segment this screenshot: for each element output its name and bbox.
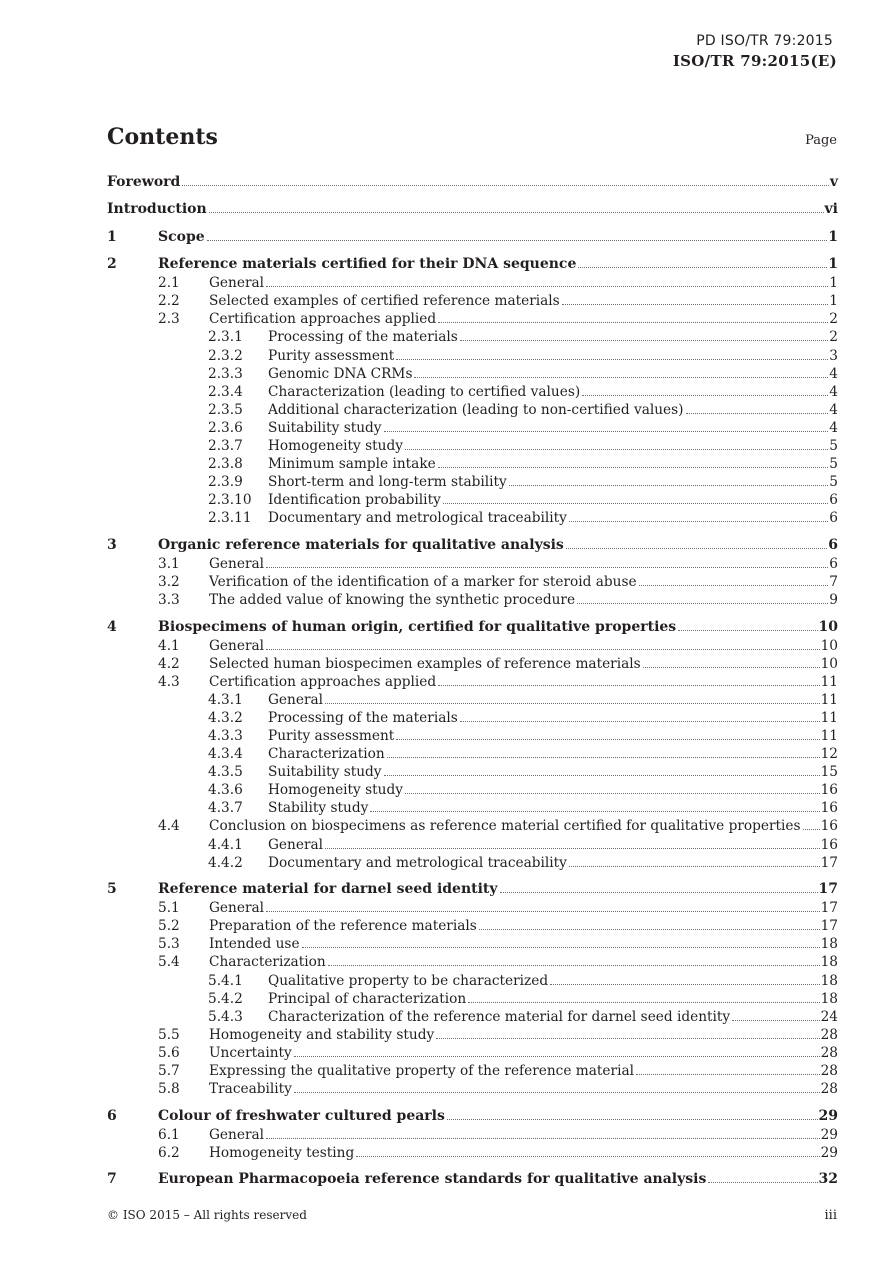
toc-entry-title: Foreword — [107, 174, 181, 190]
dot-leader — [686, 412, 829, 414]
toc-entry-page: 11 — [820, 691, 838, 708]
toc-entry[interactable] — [107, 692, 838, 710]
toc-entry[interactable] — [107, 674, 838, 692]
toc-entry[interactable] — [107, 619, 838, 638]
toc-entry-page: 28 — [820, 1044, 838, 1061]
toc-entry-number: 4.4.1 — [208, 836, 243, 853]
toc-entry[interactable] — [107, 574, 838, 592]
toc-entry-number: 2.3.3 — [208, 365, 243, 382]
toc-entry-title: Characterization (leading to certified values) — [268, 383, 581, 400]
toc-entry-title: Preparation of the reference materials — [209, 918, 477, 935]
toc-entry-page: 15 — [820, 764, 838, 781]
toc-entry-page: vi — [824, 201, 838, 218]
toc-entry-title: Conclusion on biospecimens as reference material certified for qualitative properties — [209, 818, 801, 835]
toc-entry-title: General — [268, 691, 324, 708]
toc-entry-title: Identification probability — [268, 492, 441, 509]
toc-entry-number: 3 — [107, 536, 117, 553]
toc-entry[interactable] — [107, 782, 838, 800]
toc-entry-title: Homogeneity study — [268, 782, 403, 799]
toc-entry[interactable] — [107, 420, 838, 438]
toc-entry[interactable] — [107, 900, 838, 918]
toc-entry-title: Processing of the materials — [268, 329, 458, 346]
toc-entry-title: Processing of the materials — [268, 709, 458, 726]
toc-entry-title: General — [209, 1126, 265, 1143]
dot-leader — [396, 358, 828, 360]
toc-entry-number: 5.5 — [158, 1026, 180, 1043]
dot-leader — [266, 566, 828, 568]
toc-entry-page: 28 — [820, 1081, 838, 1098]
toc-entry-page: 16 — [820, 818, 838, 835]
toc-entry-title: Principal of characterization — [268, 990, 467, 1007]
toc-entry-number: 4.3 — [158, 673, 180, 690]
dot-leader — [438, 684, 819, 686]
toc-entry[interactable] — [107, 492, 838, 510]
toc-entry-number: 2 — [107, 256, 117, 273]
toc-entry-number: 3.3 — [158, 592, 180, 609]
toc-entry[interactable] — [107, 293, 838, 311]
toc-entry-title: Additional characterization (leading to non-certified values) — [268, 401, 684, 418]
toc-entry[interactable] — [107, 1108, 838, 1127]
dot-leader — [460, 339, 829, 341]
toc-entry[interactable] — [107, 1127, 838, 1145]
dot-leader — [636, 1073, 820, 1075]
toc-entry-title: Purity assessment — [268, 728, 395, 745]
dot-leader — [294, 1091, 820, 1093]
dot-leader — [468, 1001, 819, 1003]
toc-entry-page: 3 — [829, 347, 838, 364]
toc-entry-title: General — [209, 555, 265, 572]
page-column-label: Page — [805, 133, 837, 148]
toc-entry-number: 2.3.9 — [208, 474, 243, 491]
toc-entry-title: Short-term and long-term stability — [268, 474, 507, 491]
toc-entry-number: 5.3 — [158, 936, 180, 953]
toc-entry-page: 5 — [829, 474, 838, 491]
toc-entry-page: 9 — [829, 592, 838, 609]
toc-entry-number: 4.2 — [158, 655, 180, 672]
toc-entry[interactable] — [107, 638, 838, 656]
toc-entry-title: Homogeneity testing — [209, 1144, 355, 1161]
toc-entry-page: 6 — [829, 555, 838, 572]
toc-entry[interactable] — [107, 1009, 838, 1027]
dot-leader — [414, 376, 828, 378]
dot-leader — [582, 394, 828, 396]
toc-entry-page: 29 — [820, 1126, 838, 1143]
toc-entry-page: 10 — [818, 618, 838, 635]
toc-entry-number: 2.3.5 — [208, 401, 243, 418]
toc-entry-title: Uncertainty — [209, 1044, 292, 1061]
toc-entry[interactable] — [107, 936, 838, 954]
toc-entry-page: 4 — [829, 383, 838, 400]
toc-entry-page: 6 — [829, 510, 838, 527]
toc-entry[interactable] — [107, 1063, 838, 1081]
dot-leader — [643, 666, 820, 668]
toc-entry-number: 5.7 — [158, 1063, 180, 1079]
toc-entry-number: 2.3.7 — [208, 438, 243, 455]
dot-leader — [325, 847, 820, 849]
toc-entry-page: 24 — [820, 1008, 838, 1025]
toc-entry-page: 6 — [828, 536, 838, 553]
toc-entry-number: 6.2 — [158, 1144, 180, 1161]
toc-entry-number: 4.3.6 — [208, 782, 243, 799]
toc-entry-number: 5 — [107, 881, 117, 898]
toc-entry-number: 4 — [107, 618, 117, 635]
toc-entry-number: 5.1 — [158, 900, 180, 917]
toc-entry[interactable] — [107, 1171, 838, 1190]
toc-entry-title: Stability study — [268, 800, 369, 817]
toc-entry-page: 28 — [820, 1026, 838, 1043]
toc-entry[interactable] — [107, 384, 838, 402]
toc-entry-page: 7 — [829, 573, 838, 590]
toc-entry[interactable] — [107, 556, 838, 574]
toc-entry-page: 17 — [820, 854, 838, 871]
dot-leader — [405, 792, 820, 794]
toc-entry-title: Expressing the qualitative property of the reference material — [209, 1063, 634, 1079]
toc-entry[interactable] — [107, 991, 838, 1009]
toc-entry[interactable] — [107, 229, 838, 248]
toc-entry-number: 2.2 — [158, 293, 180, 310]
toc-entry[interactable] — [107, 592, 838, 610]
toc-entry-number: 5.8 — [158, 1081, 180, 1098]
toc-entry-number: 5.4.2 — [208, 990, 243, 1007]
dot-leader — [562, 303, 829, 305]
toc-entry[interactable] — [107, 348, 838, 366]
toc-entry-page: 18 — [820, 972, 838, 989]
toc-entry-title: Documentary and metrological traceability — [268, 854, 567, 871]
toc-entry-title: General — [268, 836, 324, 853]
dot-leader — [678, 629, 817, 631]
toc-entry-title: Certification approaches applied — [209, 311, 437, 328]
dot-leader — [708, 1181, 817, 1183]
dot-leader — [266, 1137, 820, 1139]
toc-entry-title: Homogeneity study — [268, 438, 403, 455]
toc-entry[interactable] — [107, 275, 838, 293]
toc-entry-page: 18 — [820, 954, 838, 971]
toc-entry-title: Biospecimens of human origin, certified for qualitative properties — [158, 618, 677, 635]
toc-entry-number: 3.1 — [158, 555, 180, 572]
toc-entry-page: 11 — [820, 728, 838, 745]
toc-entry-number: 5.4.3 — [208, 1008, 243, 1025]
toc-entry-title: European Pharmacopoeia reference standards for qualitative analysis — [158, 1171, 707, 1188]
toc-entry[interactable] — [107, 1045, 838, 1063]
dot-leader — [207, 239, 828, 241]
toc-entry-page: 18 — [820, 936, 838, 953]
dot-leader — [803, 828, 820, 830]
dot-leader — [384, 430, 829, 432]
toc-entry-title: General — [209, 637, 265, 654]
toc-entry-title: Organic reference materials for qualitative analysis — [158, 536, 564, 553]
dot-leader — [460, 720, 820, 722]
toc-entry-number: 2.3.1 — [208, 329, 243, 346]
toc-entry-number: 5.4 — [158, 954, 180, 971]
toc-entry-title: Intended use — [209, 936, 300, 953]
toc-entry-page: 17 — [820, 900, 838, 917]
toc-entry-page: 2 — [829, 311, 838, 328]
toc-entry-number: 2.3.11 — [208, 510, 252, 527]
dot-leader — [266, 910, 820, 912]
dot-leader — [182, 184, 829, 186]
dot-leader — [509, 484, 829, 486]
toc-entry-title: Reference material for darnel seed identity — [158, 881, 498, 898]
toc-entry[interactable] — [107, 710, 838, 728]
dot-leader — [405, 448, 828, 450]
dot-leader — [356, 1155, 819, 1157]
toc-entry[interactable] — [107, 764, 838, 782]
toc-entry[interactable] — [107, 918, 838, 936]
dot-leader — [396, 738, 819, 740]
toc-entry[interactable] — [107, 818, 838, 836]
toc-entry-title: The added value of knowing the synthetic procedure — [209, 592, 576, 609]
dot-leader — [328, 964, 820, 966]
toc-entry-number: 4.3.7 — [208, 800, 243, 817]
dot-leader — [370, 810, 819, 812]
toc-entry-title: Qualitative property to be characterized — [268, 972, 549, 989]
toc-entry[interactable] — [107, 881, 838, 900]
toc-entry-page: 1 — [828, 228, 838, 245]
toc-entry-page: 2 — [829, 329, 838, 346]
dot-leader — [566, 547, 827, 549]
toc-entry[interactable] — [107, 201, 838, 220]
dot-leader — [209, 211, 824, 213]
toc-entry[interactable] — [107, 329, 838, 347]
toc-entry-page: 28 — [820, 1063, 838, 1079]
dot-leader — [578, 266, 827, 268]
toc-entry-page: 17 — [820, 918, 838, 935]
toc-entry[interactable] — [107, 474, 838, 492]
toc-entry-title: Verification of the identification of a marker for steroid abuse — [209, 573, 637, 590]
toc-entry-page: 16 — [820, 836, 838, 853]
toc-entry-page: 16 — [820, 800, 838, 817]
dot-leader — [384, 774, 820, 776]
toc-entry-page: 10 — [820, 637, 838, 654]
dot-leader — [500, 891, 818, 893]
toc-entry-number: 4.3.4 — [208, 746, 243, 763]
dot-leader — [479, 928, 820, 930]
page-title: Contents — [107, 124, 218, 150]
dot-leader — [387, 756, 820, 758]
toc-entry-number: 4.4 — [158, 818, 180, 835]
toc-entry-title: Minimum sample intake — [268, 456, 436, 473]
toc-entry-page: 4 — [829, 401, 838, 418]
dot-leader — [732, 1019, 819, 1021]
toc-entry-page: 1 — [828, 256, 838, 273]
dot-leader — [639, 584, 829, 586]
toc-entry-number: 5.4.1 — [208, 972, 243, 989]
toc-entry-title: Documentary and metrological traceability — [268, 510, 567, 527]
toc-entry-page: 11 — [820, 673, 838, 690]
toc-entry-page: 1 — [829, 293, 838, 310]
dot-leader — [447, 1118, 818, 1120]
toc-entry-number: 6.1 — [158, 1126, 180, 1143]
toc-entry-number: 4.1 — [158, 637, 180, 654]
toc-entry-number: 3.2 — [158, 573, 180, 590]
toc-entry[interactable] — [107, 456, 838, 474]
toc-entry[interactable] — [107, 366, 838, 384]
toc-entry-title: Characterization — [209, 954, 326, 971]
toc-entry[interactable] — [107, 656, 838, 674]
toc-entry[interactable] — [107, 728, 838, 746]
dot-leader — [436, 1037, 819, 1039]
toc-entry-title: Traceability — [209, 1081, 292, 1098]
toc-entry[interactable] — [107, 855, 838, 873]
table-of-contents — [107, 174, 838, 1190]
toc-entry-number: 4.4.2 — [208, 854, 243, 871]
toc-entry-page: 17 — [818, 881, 838, 898]
toc-entry[interactable] — [107, 954, 838, 972]
dot-leader — [443, 502, 828, 504]
toc-entry-title: General — [209, 275, 265, 292]
dot-leader — [569, 520, 828, 522]
dot-leader — [569, 865, 820, 867]
toc-entry-title: General — [209, 900, 265, 917]
toc-entry[interactable] — [107, 1145, 838, 1163]
dot-leader — [294, 1055, 820, 1057]
toc-entry-title: Homogeneity and stability study — [209, 1026, 435, 1043]
toc-entry[interactable] — [107, 1081, 838, 1099]
toc-entry[interactable] — [107, 537, 838, 556]
toc-entry-page: 5 — [829, 438, 838, 455]
toc-entry-number: 2.3.10 — [208, 492, 252, 509]
toc-entry-number: 2.3.8 — [208, 456, 243, 473]
toc-entry-title: Characterization — [268, 746, 385, 763]
toc-entry-title: Suitability study — [268, 419, 382, 436]
copyright-notice: © ISO 2015 – All rights reserved — [107, 1208, 307, 1222]
toc-entry-page: 1 — [829, 275, 838, 292]
toc-entry-number: 2.3.2 — [208, 347, 243, 364]
toc-entry-title: Selected examples of certified reference materials — [209, 293, 560, 310]
toc-entry-number: 1 — [107, 228, 117, 245]
toc-entry[interactable] — [107, 510, 838, 528]
dot-leader — [325, 702, 820, 704]
toc-entry-page: 12 — [820, 746, 838, 763]
document-id-header: PD ISO/TR 79:2015 — [696, 33, 833, 49]
toc-entry-page: 5 — [829, 456, 838, 473]
toc-entry-page: 11 — [820, 709, 838, 726]
toc-entry[interactable] — [107, 973, 838, 991]
dot-leader — [438, 466, 829, 468]
toc-entry-number: 4.3.2 — [208, 709, 243, 726]
toc-entry-page: 29 — [818, 1107, 838, 1124]
toc-entry-page: 10 — [820, 655, 838, 672]
toc-entry-number: 2.3.4 — [208, 383, 243, 400]
toc-entry-number: 2.3.6 — [208, 419, 243, 436]
document-id-subheader: ISO/TR 79:2015(E) — [672, 52, 837, 70]
toc-entry-number: 4.3.3 — [208, 728, 243, 745]
toc-entry-number: 5.2 — [158, 918, 180, 935]
toc-entry-title: Genomic DNA CRMs — [268, 365, 413, 382]
toc-entry-page: 18 — [820, 990, 838, 1007]
toc-entry-title: Scope — [158, 228, 205, 245]
toc-entry-title: Colour of freshwater cultured pearls — [158, 1107, 445, 1124]
toc-entry-title: Characterization of the reference material for darnel seed identity — [268, 1008, 731, 1025]
toc-entry[interactable] — [107, 311, 838, 329]
toc-entry-title: Purity assessment — [268, 347, 395, 364]
toc-entry-number: 7 — [107, 1171, 117, 1188]
toc-entry[interactable] — [107, 800, 838, 818]
dot-leader — [438, 321, 828, 323]
dot-leader — [577, 602, 828, 604]
toc-entry-title: Suitability study — [268, 764, 382, 781]
dot-leader — [266, 285, 828, 287]
toc-entry[interactable] — [107, 174, 838, 193]
toc-entry[interactable] — [107, 438, 838, 456]
dot-leader — [302, 946, 820, 948]
toc-entry-number: 4.3.1 — [208, 691, 243, 708]
toc-entry[interactable] — [107, 256, 838, 275]
toc-entry-page: 29 — [820, 1144, 838, 1161]
toc-entry-title: Introduction — [107, 201, 207, 218]
toc-entry-page: 16 — [820, 782, 838, 799]
toc-entry-number: 4.3.5 — [208, 764, 243, 781]
toc-entry-number: 2.3 — [158, 311, 180, 328]
toc-entry[interactable] — [107, 746, 838, 764]
toc-entry-page: 4 — [829, 419, 838, 436]
toc-entry[interactable] — [107, 1027, 838, 1045]
dot-leader — [266, 648, 820, 650]
dot-leader — [550, 983, 819, 985]
toc-entry-page: v — [829, 174, 838, 190]
toc-entry[interactable] — [107, 837, 838, 855]
toc-entry-title: Selected human biospecimen examples of reference materials — [209, 655, 641, 672]
toc-entry-number: 5.6 — [158, 1044, 180, 1061]
toc-entry[interactable] — [107, 402, 838, 420]
toc-entry-page: 4 — [829, 365, 838, 382]
toc-entry-number: 2.1 — [158, 275, 180, 292]
toc-entry-number: 6 — [107, 1107, 117, 1124]
toc-entry-page: 32 — [818, 1171, 838, 1188]
page-number: iii — [824, 1208, 837, 1223]
toc-entry-page: 6 — [829, 492, 838, 509]
toc-entry-title: Certification approaches applied — [209, 673, 437, 690]
toc-entry-title: Reference materials certified for their DNA sequence — [158, 256, 577, 273]
